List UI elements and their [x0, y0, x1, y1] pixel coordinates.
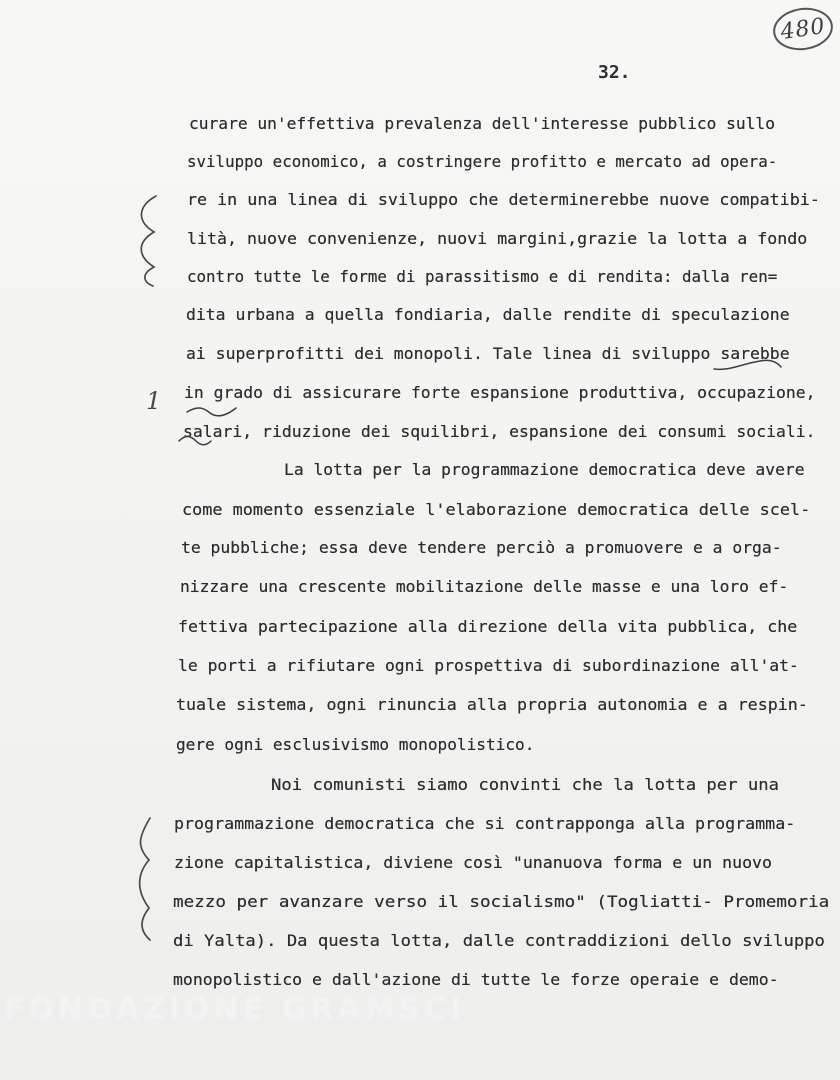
- text-line: ai superprofitti dei monopoli. Tale linea di sviluppo sarebbe: [186, 344, 790, 363]
- text-line: tuale sistema, ogni rinuncia alla propria autonomia e a respin-: [176, 695, 808, 714]
- text-line: lità, nuove convenienze, nuovi margini,grazie la lotta a fondo: [187, 229, 808, 248]
- watermark: FONDAZIONE GRAMSCI: [4, 992, 466, 1027]
- margin-mark: 1: [146, 387, 162, 415]
- page-number: 32.: [598, 62, 631, 83]
- text-line: programmazione democratica che si contrapponga alla programma-: [174, 814, 796, 833]
- text-line: fettiva partecipazione alla direzione della vita pubblica, che: [178, 617, 798, 636]
- text-line: contro tutte le forme di parassitismo e di rendita: dalla ren=: [187, 267, 778, 286]
- text-line: le porti a rifiutare ogni prospettiva di subordinazione all'at-: [178, 656, 799, 675]
- text-line: salari, riduzione dei squilibri, espansione dei consumi sociali.: [183, 422, 816, 441]
- text-line: zione capitalistica, diviene così "unanuova forma e un nuovo: [174, 853, 772, 872]
- archive-number: 480: [770, 4, 835, 54]
- text-line: in grado di assicurare forte espansione produttiva, occupazione,: [184, 383, 816, 402]
- text-line: nizzare una crescente mobilitazione delle masse e una loro ef-: [180, 577, 789, 596]
- text-line: monopolistico e dall'azione di tutte le forze operaie e demo-: [173, 970, 779, 989]
- text-line: La lotta per la programmazione democratica deve avere: [284, 460, 805, 479]
- text-line: re in una linea di sviluppo che determinerebbe nuove compatibi-: [187, 190, 820, 209]
- text-line: come momento essenziale l'elaborazione democratica delle scel-: [182, 500, 811, 519]
- text-line: sviluppo economico, a costringere profitto e mercato ad opera-: [187, 152, 778, 171]
- text-line: gere ogni esclusivismo monopolistico.: [176, 735, 535, 754]
- text-line: mezzo per avanzare verso il socialismo" (Togliatti- Promemoria: [173, 892, 830, 911]
- text-line: te pubbliche; essa deve tendere perciò a promuovere e a orga-: [181, 538, 782, 557]
- text-line: di Yalta). Da questa lotta, dalle contraddizioni dello sviluppo: [173, 931, 825, 950]
- text-line: curare un'effettiva prevalenza dell'interesse pubblico sullo: [189, 114, 775, 133]
- text-line: dita urbana a quella fondiaria, dalle rendite di speculazione: [186, 305, 790, 324]
- text-line: Noi comunisti siamo convinti che la lotta per una: [271, 775, 780, 794]
